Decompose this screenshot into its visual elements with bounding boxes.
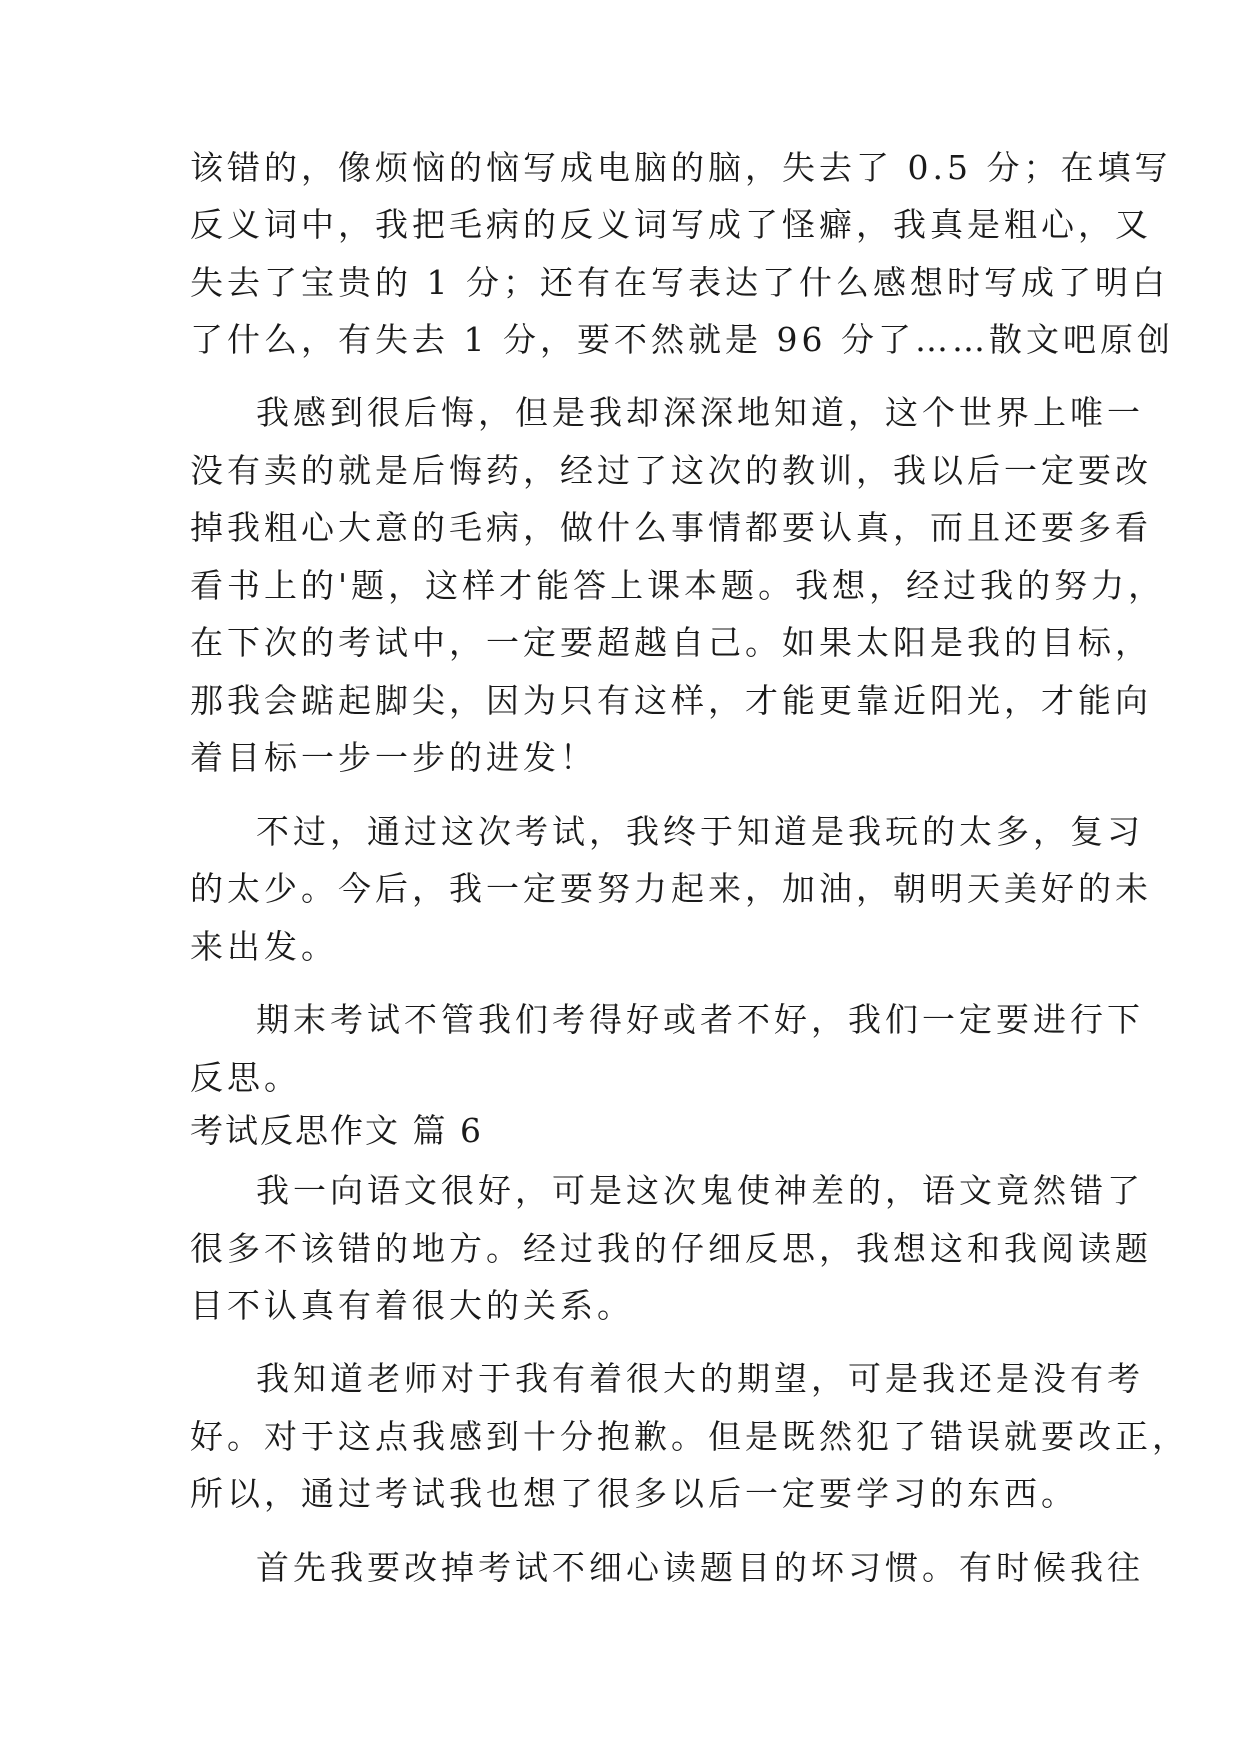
text-line: 在下次的考试中，一定要超越自己。如果太阳是我的目标，	[190, 623, 1152, 662]
text-line: 目不认真有着很大的关系。	[190, 1286, 634, 1325]
paragraph-start-line: 期末考试不管我们考得好或者不好，我们一定要进行下	[256, 1000, 1144, 1039]
text-line: 该错的，像烦恼的恼写成电脑的脑，失去了 0.5 分；在填写	[190, 148, 1172, 187]
text-line: 好。对于这点我感到十分抱歉。但是既然犯了错误就要改正，	[190, 1417, 1189, 1456]
paragraph-start-line: 不过，通过这次考试，我终于知道是我玩的太多，复习	[256, 812, 1144, 851]
text-line: 的太少。今后，我一定要努力起来，加油，朝明天美好的未	[190, 869, 1152, 908]
text-line: 反义词中，我把毛病的反义词写成了怪癖，我真是粗心，又	[190, 205, 1152, 244]
paragraph-start-line: 我知道老师对于我有着很大的期望，可是我还是没有考	[256, 1359, 1144, 1398]
text-line: 那我会踮起脚尖，因为只有这样，才能更靠近阳光，才能向	[190, 681, 1152, 720]
paragraph-start-line: 我一向语文很好，可是这次鬼使神差的，语文竟然错了	[256, 1171, 1144, 1210]
text-line: 看书上的'题，这样才能答上课本题。我想，经过我的努力，	[190, 566, 1166, 605]
text-line: 反思。	[190, 1058, 301, 1097]
paragraph-start-line: 首先我要改掉考试不细心读题目的坏习惯。有时候我往	[256, 1548, 1144, 1587]
section-heading: 考试反思作文 篇 6	[190, 1111, 483, 1150]
text-line: 失去了宝贵的 1 分；还有在写表达了什么感想时写成了明白	[190, 263, 1169, 302]
text-line: 着目标一步一步的进发！	[190, 738, 597, 777]
text-line: 很多不该错的地方。经过我的仔细反思，我想这和我阅读题	[190, 1229, 1152, 1268]
text-line: 所以，通过考试我也想了很多以后一定要学习的东西。	[190, 1474, 1078, 1513]
text-line: 来出发。	[190, 927, 338, 966]
text-line: 没有卖的就是后悔药，经过了这次的教训，我以后一定要改	[190, 451, 1152, 490]
text-line: 掉我粗心大意的毛病，做什么事情都要认真，而且还要多看	[190, 508, 1152, 547]
paragraph-start-line: 我感到很后悔，但是我却深深地知道，这个世界上唯一	[256, 393, 1144, 432]
text-line: 了什么，有失去 1 分，要不然就是 96 分了……散文吧原创	[190, 320, 1174, 359]
